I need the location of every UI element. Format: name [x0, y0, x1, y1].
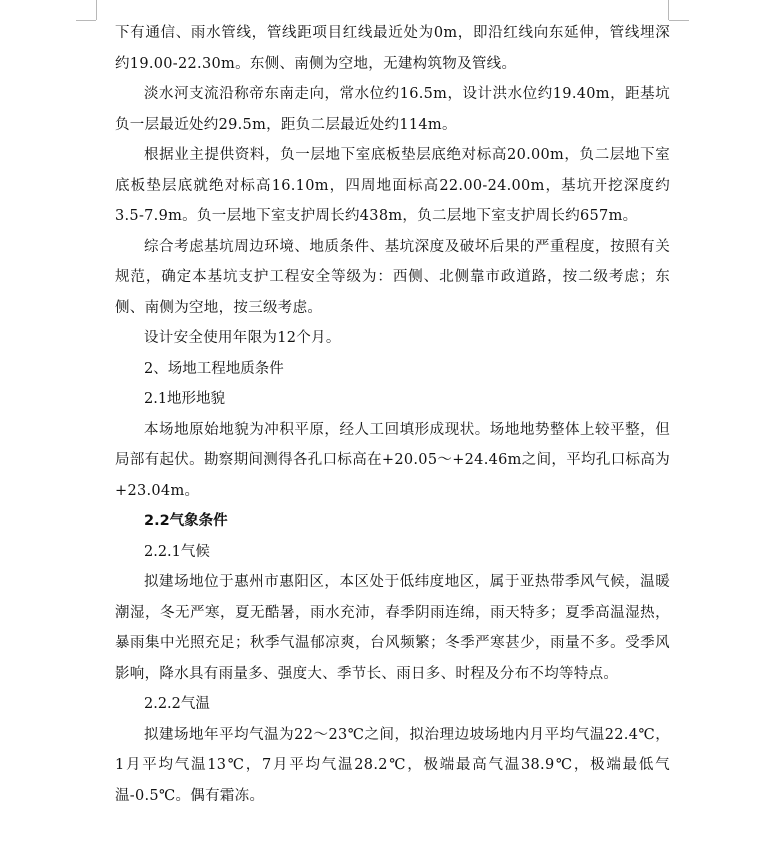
page-corner-mark-left: [96, 0, 97, 20]
paragraph-service-life: 设计安全使用年限为12个月。: [144, 330, 341, 346]
document-page: [115, 18, 670, 811]
paragraph-elevations: 根据业主提供资料，负一层地下室底板垫层底绝对标高20.00m，负二层地下室底板垫层底就绝对标高16.10m，四周地面标高22.00-24.00m，基坑开挖深度约3.5-7.9m。负一层地下室支护周长约438m，负二层地下室支护周长约657m。: [115, 147, 670, 224]
paragraph-river: 淡水河支流沿称帝东南走向，常水位约16.5m，设计洪水位约19.40m，距基坑负一层最近处约29.5m，距负二层最近处约114m。: [115, 86, 670, 133]
heading-climate: 2.2.1气候: [144, 543, 210, 560]
paragraph-terrain: 本场地原始地貌为冲积平原，经人工回填形成现状。场地地势整体上较平整，但局部有起伏。勘察期间测得各孔口标高在+20.05～+24.46m之间，平均孔口标高为+23.04m。: [115, 421, 670, 499]
paragraph-climate: 拟建场地位于惠州市惠阳区，本区处于低纬度地区，属于亚热带季风气候，温暖潮湿，冬无严寒，夏无酷暑，雨水充沛，春季阴雨连绵，雨天特多；夏季高温湿热，暴雨集中光照充足；秋季气温郁凉爽，台风频繁；冬季严寒甚少，雨量不多。受季风影响，降水具有雨量多、强度大、季节长、雨日多、时程及分布不均等特点。: [115, 574, 670, 682]
paragraph-safety-grade: 综合考虑基坑周边环境、地质条件、基坑深度及破坏后果的严重程度，按照有关规范，确定本基坑支护工程安全等级为：西侧、北侧靠市政道路，按二级考虑；东侧、南侧为空地，按三级考虑。: [115, 238, 670, 316]
heading-temperature: 2.2.2气温: [144, 696, 210, 712]
heading-terrain: 2.1地形地貌: [144, 391, 226, 407]
page-corner-mark-right: [668, 0, 669, 20]
page-corner-mark-right-h: [669, 20, 689, 21]
paragraph-temperature: 拟建场地年平均气温为22～23℃之间，拟治理边坡场地内月平均气温22.4℃，1月平均气温13℃，7月平均气温28.2℃，极端最高气温38.9℃，极端最低气温-0.5℃。偶有霜冻。: [115, 726, 670, 804]
heading-geology: 2、场地工程地质条件: [144, 360, 284, 377]
page-corner-mark-left-h: [76, 20, 96, 21]
paragraph-pipelines: 下有通信、雨水管线，管线距项目红线最近处为0m，即沿红线向东延伸，管线埋深约19.00-22.30m。东侧、南侧为空地，无建构筑物及管线。: [115, 25, 670, 72]
heading-meteorology: 2.2气象条件: [144, 513, 228, 529]
